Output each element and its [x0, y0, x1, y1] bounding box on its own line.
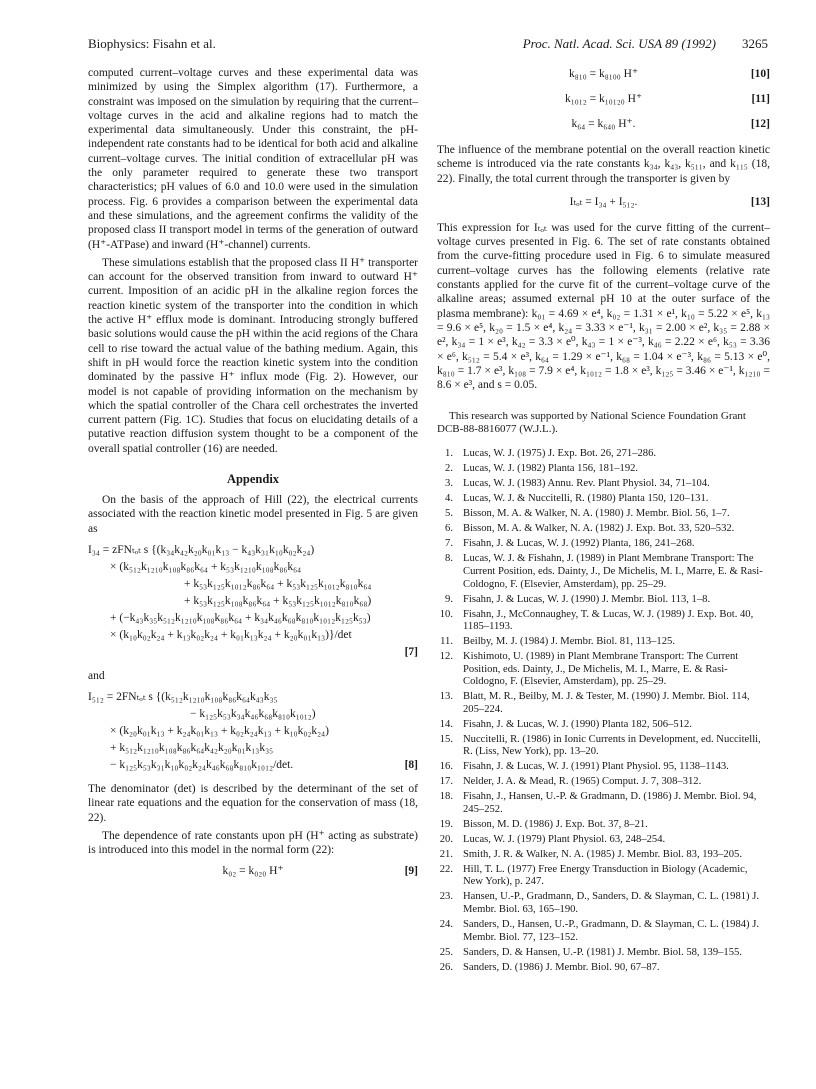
- equation-line: I₅₁₂ = 2FNₜₒₜ s {(k₅₁₂k₁₂₁₀k₁₀₈k₈₆k₆₄k₄₃k₃₅: [88, 690, 278, 703]
- body-paragraph: The denominator (det) is described by the determinant of the set of linear rate equations and the equation for the conservation of mass (18, 22).: [88, 782, 418, 824]
- reference-item: [437, 448, 770, 461]
- reference-item: [437, 734, 770, 759]
- reference-item: [437, 819, 770, 832]
- reference-text: Fisahn, J. & Lucas, W. J. (1990) Planta 182, 506–512.: [463, 718, 692, 730]
- equation-number-line: [88, 644, 418, 661]
- reference-number: 15.: [439, 733, 453, 745]
- equation-7: [88, 542, 418, 661]
- running-head: Biophysics: Fisahn et al.: [88, 36, 216, 51]
- reference-number: 9.: [445, 593, 453, 605]
- reference-number: 14.: [439, 718, 453, 730]
- equation-text: k₆₄ = k₆₄₀ H⁺.: [571, 118, 636, 130]
- page-number: 3265: [742, 36, 768, 51]
- equation-line: × (k₂₀k₀₁k₁₃ + k₂₄k₀₁k₁₃ + k₀₂k₂₄k₁₃ + k₁₀k₀₂k₂₄): [110, 724, 329, 737]
- equation-8: [88, 689, 418, 774]
- reference-text: Sanders, D. & Hansen, U.-P. (1981) J. Membr. Biol. 58, 139–155.: [463, 946, 742, 958]
- equation-text: − k₁₂₅k₅₃k₃₁k₁₀k₀₂k₂₄k₄₆k₆₈k₈₁₀k₁₀₁₂/det.: [110, 758, 294, 771]
- reference-number: 10.: [439, 608, 453, 620]
- body-paragraph: On the basis of the approach of Hill (22), the electrical currents associated with the reaction kinetic model presented in Fig. 5 are given as: [88, 494, 418, 535]
- equation-10: [437, 66, 770, 83]
- reference-list: [437, 448, 770, 974]
- reference-text: Fisahn, J., Hansen, U.-P. & Gradmann, D. (1986) J. Membr. Biol. 94, 245–252.: [463, 791, 757, 815]
- reference-item: [437, 864, 770, 889]
- reference-text: Hill, T. L. (1977) Free Energy Transduction in Biology (Academic, New York), p. 247.: [463, 863, 748, 888]
- equation-13: [437, 194, 770, 211]
- reference-number: 8.: [445, 553, 453, 565]
- reference-number: 12.: [439, 651, 453, 663]
- reference-text: Lucas, W. J. (1982) Planta 156, 181–192.: [463, 463, 639, 475]
- reference-item: [437, 834, 770, 847]
- reference-text: Nuccitelli, R. (1986) in Ionic Currents in Development, ed. Nuccitelli, R. (Liss, New York), pp. 13–20.: [463, 733, 761, 758]
- body-paragraph: computed current–voltage curves and these experimental data was minimized by using the Simplex algorithm (17). Furthermore, a constraint was imposed on the simulation by requiring that the current–voltage curves in the acid and alkaline regions had to match the experimental data simultaneously. Under this constraint, the pH-independent rate constants had to be identical for both acid and alkaline current–voltage curves. The initial condition of extracellular pH was the only parameter required to generate these two transport characteristics; pH values of 6.0 and 10.0 were used in the simulation process. Fig. 6 provides a comparison between the experimental data and these simulations, and the agreement confirms the validity of the proposed class II transport model in terms of the generation of outward (H⁺-ATPase) and inward (H⁺-channel) currents.: [88, 67, 418, 251]
- reference-item: [437, 636, 770, 649]
- equation-number: [7]: [404, 645, 418, 658]
- equation-number: [9]: [404, 865, 418, 878]
- reference-number: 11.: [440, 636, 453, 648]
- reference-item: [437, 508, 770, 521]
- equation-line: × (k₁₀k₀₂k₂₄ + k₁₃k₀₂k₂₄ + k₀₁k₁₃k₂₄ + k₂₀k₀₁k₁₃)}/det: [110, 628, 352, 641]
- equation-number: [11]: [751, 93, 770, 105]
- reference-text: Beilby, M. J. (1984) J. Membr. Biol. 81, 113–125.: [463, 636, 675, 648]
- equation-text: Iₜₒₜ = I₃₄ + I₅₁₂.: [569, 195, 638, 208]
- equation-9: [88, 863, 418, 880]
- reference-item: [437, 594, 770, 607]
- reference-number: 3.: [445, 478, 453, 490]
- equation-number: [10]: [750, 68, 770, 80]
- equation-11: [437, 91, 770, 108]
- equation-text: k₁₀₁₂ = k₁₀₁₂₀ H⁺: [564, 93, 643, 105]
- equation-line: × (k₅₁₂k₁₂₁₀k₁₀₈k₈₆k₆₄ + k₅₃k₁₂₁₀k₁₀₈k₈₆k₆₄: [110, 560, 302, 573]
- reference-item: [437, 691, 770, 716]
- equation-number: [8]: [404, 758, 418, 771]
- reference-item: [437, 553, 770, 591]
- reference-number: 22.: [439, 863, 453, 875]
- equation-number: [13]: [750, 195, 770, 208]
- reference-item: [437, 463, 770, 476]
- reference-item: [437, 523, 770, 536]
- reference-item: [437, 538, 770, 551]
- journal-citation: [523, 36, 768, 52]
- reference-number: 2.: [445, 463, 453, 475]
- body-paragraph: This expression for Iₜₒₜ was used for the curve fitting of the current–voltage curves presented in Fig. 6. The set of rate constants obtained from the curve-fitting procedure used in Fig. 6 to simulate measured current–voltage curves has the following elements (relative rate constants applied for the curve fit of the current–voltage curve of the alkaline areas; assumed external pH 10 at the outer surface of the plasma membrane): k₀₁ = 4.69 × e⁴, k₀₂ = 1.31 × e¹, k₁₀ = 5.22 × e⁵, k₁₃ = 9.6 × e⁵, k₂₀ = 1.5 × e⁴, k₂₄ = 3.33 × e⁻¹, k₃₁ = 2.00 × e², k₃₅ = 2.88 × e², k₃₄ = 1 × e³, k₄₂ = 3.3 × e⁰, k₄₃ = 1 × e⁻³, k₄₆ = 2.22 × e⁶, k₅₃ = 3.36 × e⁶, k₅₁₂ = 5.4 × e³, k₆₄ = 1.29 × e⁻¹, k₆₈ = 1.04 × e⁻³, k₈₆ = 5.13 × e⁰, k₈₁₀ = 1.7 × e³, k₁₀₈ = 7.9 × e⁴, k₁₀₁₂ = 1.8 × e³, k₁₂₅ = 3.46 × e⁻¹, k₁₂₁₀ = 8.6 × e³, and s = 0.05.: [437, 221, 770, 392]
- reference-item: [437, 962, 770, 975]
- reference-text: Blatt, M. R., Beilby, M. J. & Tester, M. (1990) J. Membr. Biol. 114, 205–224.: [463, 691, 750, 715]
- reference-item: [437, 776, 770, 789]
- reference-text: Lucas, W. J. (1975) J. Exp. Bot. 26, 271–286.: [463, 448, 657, 460]
- equation-line: [88, 757, 418, 774]
- reference-item: [437, 719, 770, 732]
- reference-text: Lucas, W. J. & Nuccitelli, R. (1980) Planta 150, 120–131.: [463, 493, 709, 505]
- journal-name: Proc. Natl. Acad. Sci. USA 89 (1992): [522, 36, 716, 51]
- reference-text: Lucas, W. J. & Fishahn, J. (1989) in Plant Membrane Transport: The Current Position, eds. Dainty, J., De Michelis, M. I., Marre, E. & Rasi-Coldogno, F. (Elsevier, Amsterdam), pp. 25–29.: [463, 553, 763, 590]
- acknowledgment: This research was supported by National Science Foundation Grant DCB-88-8816077 (W.J.L.).: [437, 410, 746, 436]
- reference-number: 7.: [445, 538, 453, 550]
- reference-text: Fisahn, J. & Lucas, W. J. (1990) J. Membr. Biol. 113, 1–8.: [463, 593, 711, 605]
- reference-number: 16.: [439, 761, 453, 773]
- reference-text: Hansen, U.-P., Gradmann, D., Sanders, D. & Slayman, C. L. (1981) J. Membr. Biol. 63, 165–190.: [463, 891, 759, 916]
- left-column: [88, 66, 418, 880]
- reference-text: Fisahn, J. & Lucas, W. J. (1992) Planta, 186, 241–268.: [463, 538, 695, 550]
- reference-number: 5.: [445, 508, 453, 520]
- reference-number: 19.: [439, 818, 453, 830]
- reference-text: Smith, J. R. & Walker, N. A. (1985) J. Membr. Biol. 83, 193–205.: [463, 848, 742, 860]
- equation-line: + k₅₁₂k₁₂₁₀k₁₀₈k₈₆k₆₄k₄₂k₂₀k₀₁k₁₃k₃₅: [110, 741, 274, 754]
- reference-number: 17.: [439, 776, 453, 788]
- equation-12: [437, 116, 770, 133]
- reference-number: 18.: [439, 791, 453, 803]
- reference-number: 1.: [445, 448, 453, 460]
- reference-text: Lucas, W. J. (1983) Annu. Rev. Plant Physiol. 34, 71–104.: [463, 478, 710, 490]
- reference-item: [437, 791, 770, 816]
- reference-number: 21.: [439, 848, 453, 860]
- reference-text: Bisson, M. A. & Walker, N. A. (1980) J. Membr. Biol. 56, 1–7.: [463, 508, 730, 520]
- appendix-heading: Appendix: [226, 472, 280, 487]
- reference-text: Bisson, M. D. (1986) J. Exp. Bot. 37, 8–21.: [463, 818, 648, 830]
- reference-number: 25.: [439, 946, 453, 958]
- reference-item: [437, 493, 770, 506]
- reference-number: 6.: [445, 523, 453, 535]
- reference-item: [437, 478, 770, 491]
- reference-number: 20.: [439, 833, 453, 845]
- equation-line: − k₁₂₅k₅₃k₃₄k₄₆k₆₈k₈₁₀k₁₀₁₂): [190, 707, 316, 720]
- reference-text: Bisson, M. A. & Walker, N. A. (1982) J. Exp. Bot. 33, 520–532.: [463, 523, 735, 535]
- equation-line: + k₅₃k₁₂₅k₁₀₁₂k₈₆k₆₄ + k₅₃k₁₂₅k₁₀₁₂k₈₁₀k₆₄: [184, 577, 372, 590]
- right-column: [437, 66, 770, 977]
- equation-line: I₃₄ = zFNₜₒₜ s {(k₃₄k₄₂k₂₀k₀₁k₁₃ − k₄₃k₃₁k₁₀k₀₂k₂₄): [88, 543, 315, 556]
- equation-line: + (−k₄₃k₃₅k₅₁₂k₁₂₁₀k₁₀₈k₈₆k₆₄ + k₃₄k₄₆k₆₈k₈₁₀k₁₀₁₂k₁₂₅k₅₃): [110, 611, 371, 624]
- reference-item: [437, 609, 770, 634]
- reference-text: Lucas, W. J. (1979) Plant Physiol. 63, 248–254.: [463, 833, 666, 845]
- reference-text: Fisahn, J. & Lucas, W. J. (1991) Plant Physiol. 95, 1138–1143.: [463, 761, 729, 773]
- reference-text: Sanders, D., Hansen, U.-P., Gradmann, D. & Slayman, C. L. (1984) J. Membr. Biol. 77, 123–152.: [463, 919, 759, 943]
- equation-text: k₈₁₀ = k₈₁₀₀ H⁺: [568, 68, 639, 80]
- reference-number: 24.: [439, 919, 453, 931]
- reference-text: Nelder, J. A. & Mead, R. (1965) Comput. J. 7, 308–312.: [463, 776, 702, 788]
- reference-number: 4.: [445, 493, 453, 505]
- body-paragraph: The dependence of rate constants upon pH (H⁺ acting as substrate) is introduced into this model in the normal form (22):: [88, 829, 418, 857]
- reference-number: 26.: [439, 961, 453, 973]
- equation-text: k₀₂ = k₀₂₀ H⁺: [222, 865, 284, 878]
- reference-item: [437, 761, 770, 774]
- reference-number: 23.: [439, 891, 453, 903]
- connective-text: and: [88, 669, 105, 682]
- equation-number: [12]: [750, 118, 770, 130]
- body-paragraph: These simulations establish that the proposed class II H⁺ transporter can account for the observed transition from inward to outward H⁺ current. Imposition of an acidic pH in the alkaline region forces the reaction kinetic system of the transporter into the condition in which the active H⁺ efflux mode is dominant. Introducing strongly buffered basic solutions would cause the pH within the acid regions of the Chara cell to rise toward the actual value of the bathing medium. Again, this shift in pH would force the reaction kinetic system into the condition dominated by the passive H⁺ influx mode (Fig. 2). However, our model is not capable of providing information on the mechanism by which the spatial controller of the Chara cell orchestrates the inverted current pattern (Fig. 1C). Studies that focus on elucidating details of a putative reaction diffusion system thought to be a component of the overall spatial controller (16) are needed.: [88, 256, 418, 455]
- reference-text: Sanders, D. (1986) J. Membr. Biol. 90, 67–87.: [463, 961, 660, 973]
- reference-item: [437, 891, 770, 916]
- page-header: [0, 36, 816, 56]
- reference-text: Kishimoto, U. (1989) in Plant Membrane Transport: The Current Position, eds. Dainty, J., De Michelis, M. I., Marre, E. & Rasi-Coldogno, F. (Elsevier, Amsterdam), pp. 25–29.: [463, 651, 739, 688]
- reference-number: 13.: [439, 691, 453, 703]
- reference-item: [437, 849, 770, 862]
- reference-text: Fisahn, J., McConnaughey, T. & Lucas, W. J. (1989) J. Exp. Bot. 40, 1185–1193.: [463, 608, 754, 633]
- reference-item: [437, 651, 770, 689]
- equation-line: + k₅₃k₁₂₅k₁₀₈k₈₆k₆₄ + k₅₃k₁₂₅k₁₀₁₂k₈₁₀k₆₈): [184, 594, 372, 607]
- reference-item: [437, 919, 770, 944]
- body-paragraph: The influence of the membrane potential on the overall reaction kinetic scheme is introduced via the rate constants k₃₄, k₄₃, k₅₁₁, and k₁₁₅ (18, 22). Finally, the total current through the transporter is given by: [437, 144, 770, 185]
- reference-item: [437, 947, 770, 960]
